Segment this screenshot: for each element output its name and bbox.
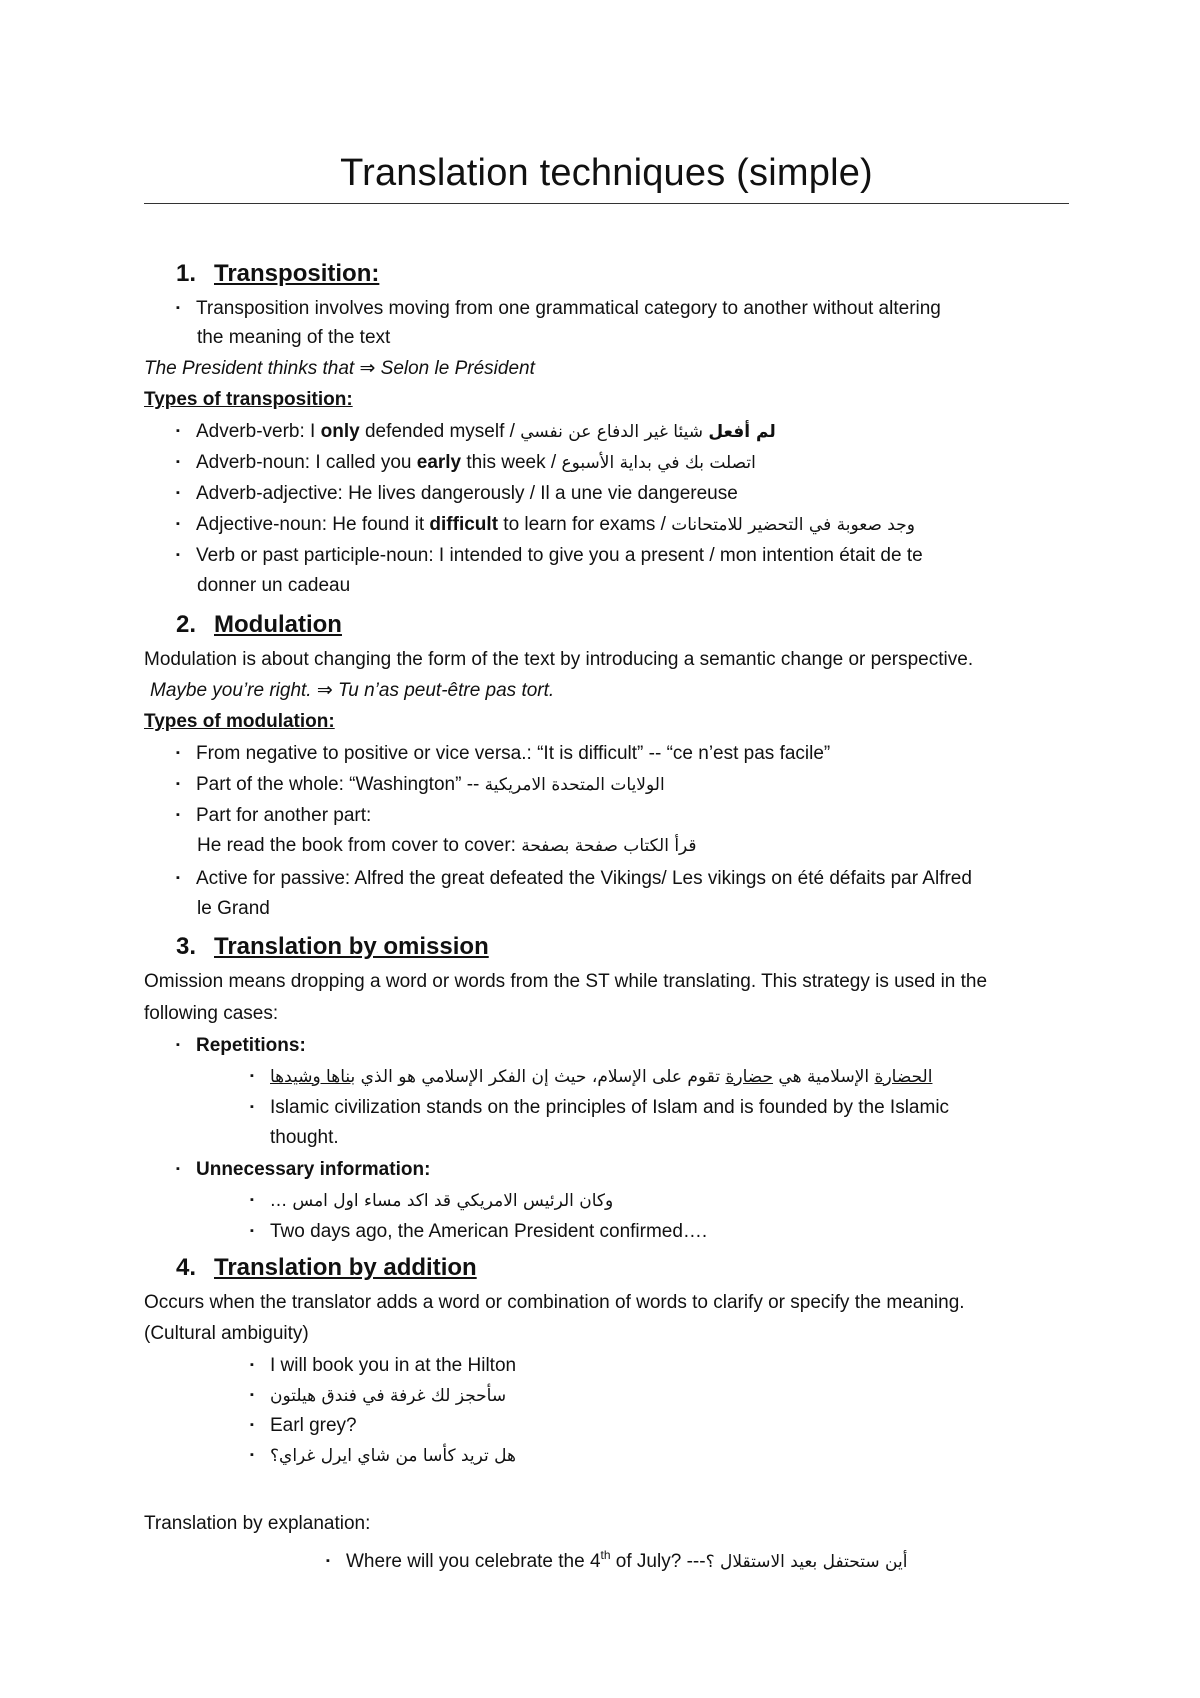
section-heading-modulation: 2. Modulation bbox=[176, 611, 342, 638]
list-item: ▪ Transposition involves moving from one grammatical category to another without altering bbox=[176, 298, 941, 319]
list-item: ▪ Repetitions: bbox=[176, 1035, 306, 1056]
list-item: ▪ سأحجز لك غرفة في فندق هيلتون bbox=[250, 1383, 506, 1408]
bullet-icon: ▪ bbox=[176, 872, 180, 884]
list-item: ▪ Where will you celebrate the 4th of July? ---أين ستحتفل بعيد الاستقلال ؟ bbox=[326, 1548, 908, 1572]
paragraph-line: Omission means dropping a word or words from the ST while translating. This strategy is used in the bbox=[144, 971, 988, 992]
section-heading-omission: 3. Translation by omission bbox=[176, 933, 489, 960]
bullet-icon: ▪ bbox=[250, 1359, 254, 1371]
bullet-icon: ▪ bbox=[250, 1419, 254, 1431]
section-heading-transposition: 1. Transposition: bbox=[176, 260, 380, 287]
document-title: Translation techniques (simple) bbox=[144, 152, 1069, 204]
paragraph-line: Modulation is about changing the form of the text by introducing a semantic change or perspective. bbox=[144, 649, 974, 670]
list-item: ▪ Part for another part: bbox=[176, 805, 372, 826]
paragraph-line: donner un cadeau bbox=[197, 575, 351, 596]
list-item: ▪ هل تريد كأسا من شاي ايرل غراي؟ bbox=[250, 1443, 516, 1468]
paragraph-line: le Grand bbox=[197, 898, 270, 919]
list-item: ▪ I will book you in at the Hilton bbox=[250, 1355, 517, 1376]
bullet-icon: ▪ bbox=[250, 1194, 254, 1206]
list-item: ▪ Verb or past participle-noun: I intended to give you a present / mon intention était de te bbox=[176, 545, 923, 566]
subheading-explanation: Translation by explanation: bbox=[144, 1513, 371, 1534]
bullet-icon: ▪ bbox=[176, 549, 180, 561]
paragraph-line: the meaning of the text bbox=[197, 327, 391, 348]
bullet-icon: ▪ bbox=[250, 1389, 254, 1401]
paragraph-line: (Cultural ambiguity) bbox=[144, 1323, 309, 1344]
bullet-icon: ▪ bbox=[176, 456, 180, 468]
paragraph-line: thought. bbox=[270, 1127, 339, 1148]
list-item: ▪ Adverb-verb: I only defended myself / لم أفعل شيئا غير الدفاع عن نفسي bbox=[176, 421, 776, 442]
bullet-icon: ▪ bbox=[176, 302, 180, 314]
bullet-icon: ▪ bbox=[326, 1555, 330, 1567]
bullet-icon: ▪ bbox=[250, 1449, 254, 1461]
list-item: ▪ Adverb-noun: I called you early this week / اتصلت بك في بداية الأسبوع bbox=[176, 452, 756, 473]
bullet-icon: ▪ bbox=[176, 1039, 180, 1051]
bullet-icon: ▪ bbox=[176, 809, 180, 821]
bullet-icon: ▪ bbox=[176, 1163, 180, 1175]
example-line: Maybe you’re right. ⇒ Tu n’as peut-être pas tort. bbox=[150, 680, 555, 701]
example-line: The President thinks that ⇒ Selon le Président bbox=[144, 358, 535, 379]
list-item: ▪ Active for passive: Alfred the great defeated the Vikings/ Les vikings on été défaits par Alfred bbox=[176, 868, 972, 889]
section-heading-addition: 4. Translation by addition bbox=[176, 1254, 477, 1281]
list-item: ▪ Adverb-adjective: He lives dangerously / Il a une vie dangereuse bbox=[176, 483, 738, 504]
bullet-icon: ▪ bbox=[250, 1101, 254, 1113]
subheading-types-transposition: Types of transposition: bbox=[144, 389, 353, 410]
list-item: ▪ الحضارة الإسلامية هي حضارة تقوم على الإسلام، حيث إن الفكر الإسلامي هو الذي بناها وشيدها bbox=[250, 1064, 932, 1089]
bullet-icon: ▪ bbox=[250, 1225, 254, 1237]
bullet-icon: ▪ bbox=[176, 778, 180, 790]
paragraph-line: following cases: bbox=[144, 1003, 279, 1024]
paragraph-line: He read the book from cover to cover: قرأ الكتاب صفحة بصفحة bbox=[197, 835, 697, 856]
list-item: ▪ وكان الرئيس الامريكي قد اكد مساء اول امس … bbox=[250, 1188, 613, 1213]
bullet-icon: ▪ bbox=[176, 425, 180, 437]
list-item: ▪ Islamic civilization stands on the principles of Islam and is founded by the Islamic bbox=[250, 1097, 950, 1118]
subheading-types-modulation: Types of modulation: bbox=[144, 711, 335, 732]
list-item: ▪ Two days ago, the American President confirmed…. bbox=[250, 1221, 708, 1242]
list-item: ▪ Part of the whole: “Washington” -- الولايات المتحدة الامريكية bbox=[176, 774, 665, 795]
bullet-icon: ▪ bbox=[176, 747, 180, 759]
list-item: ▪ Earl grey? bbox=[250, 1415, 357, 1436]
list-item: ▪ From negative to positive or vice versa.: “It is difficult” -- “ce n’est pas facile” bbox=[176, 743, 831, 764]
bullet-icon: ▪ bbox=[250, 1070, 254, 1082]
list-item: ▪ Unnecessary information: bbox=[176, 1159, 431, 1180]
document-page bbox=[144, 0, 1069, 1572]
bullet-icon: ▪ bbox=[176, 518, 180, 530]
paragraph-line: Occurs when the translator adds a word or combination of words to clarify or specify the meaning. bbox=[144, 1292, 965, 1313]
list-item: ▪ Adjective-noun: He found it difficult to learn for exams / وجد صعوبة في التحضير للامتحانات bbox=[176, 514, 915, 535]
bullet-icon: ▪ bbox=[176, 487, 180, 499]
